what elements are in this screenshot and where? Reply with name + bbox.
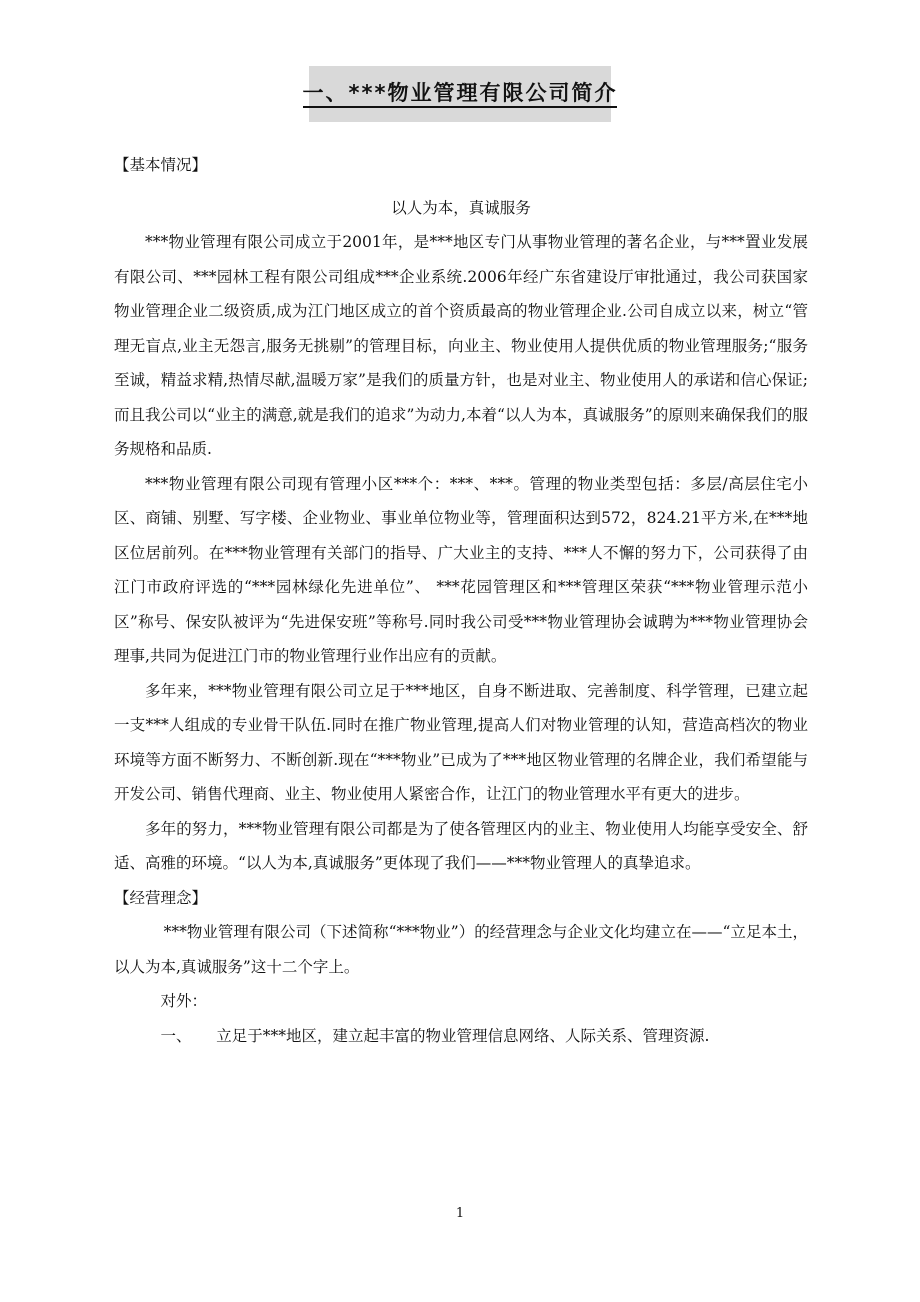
paragraph: 多年来，***物业管理有限公司立足于***地区，自身不断进取、完善制度、科学管理，已建立起一支***人组成的专业骨干队伍.同时在推广物业管理,提高人们对物业管理的认知，营造高档次的物业环境等方面不断努力、不断创新.现在“***物业”已成为了***地区物业管理的名牌企业，我们希望能与开发公司、销售代理商、业主、物业使用人紧密合作，让江门的物业管理水平有更大的进步。 <box>114 681 808 803</box>
section-heading-basic: 【基本情况】 <box>114 156 208 174</box>
list-item-number: 一、 <box>160 1026 192 1045</box>
paragraph: ***物业管理有限公司成立于2001年，是***地区专门从事物业管理的著名企业，与***置业发展有限公司、***园林工程有限公司组成***企业系统.2006年经广东省建设厅审批通过，我公司获国家物业管理企业二级资质,成为江门地区成立的首个资质最高的物业管理企业.公司自成立以来，树立“管理无盲点,业主无怨言,服务无挑剔”的管理目标，向业主、物业使用人提供优质的物业管理服务;“服务至诚，精益求精,热情尽献,温暖万家”是我们的质量方针，也是对业主、物业使用人的承诺和信心保证;而且我公司以“业主的满意,就是我们的追求”为动力,本着“以人为本，真诚服务”的原则来确保我们的服务规格和品质. <box>114 233 808 458</box>
paragraph: ***物业管理有限公司现有管理小区***个：***、***。管理的物业类型包括：多层/高层住宅小区、商铺、别墅、写字楼、企业物业、事业单位物业等，管理面积达到572，824.21平方米,在***地区位居前列。在***物业管理有关部门的指导、广大业主的支持、***人不懈的努力下，公司获得了由江门市政府评选的“***园林绿化先进单位”、 ***花园管理区和***管理区荣获“***物业管理示范小区”称号、保安队被评为“先进保安班”等称号.同时我公司受***物业管理协会诚聘为***物业管理协会理事,共同为促进江门市的物业管理行业作出应有的贡献。 <box>114 474 808 665</box>
paragraph: 多年的努力，***物业管理有限公司都是为了使各管理区内的业主、物业使用人均能享受安全、舒适、高雅的环境。“以人为本,真诚服务”更体现了我们——***物业管理人的真挚追求。 <box>114 819 808 872</box>
list-item-text: 立足于***地区，建立起丰富的物业管理信息网络、人际关系、管理资源. <box>216 1026 710 1045</box>
section-heading-philosophy: 【经营理念】 <box>114 888 208 907</box>
page-title: 一、***物业管理有限公司简介 <box>303 80 618 108</box>
title-banner <box>302 66 618 122</box>
philosophy-intro: ***物业管理有限公司（下述简称“***物业”）的经营理念与企业文化均建立在——“立足本土，以人为本,真诚服务”这十二个字上。 <box>114 923 808 976</box>
list-item <box>114 1019 808 1054</box>
page-number: 1 <box>455 1206 465 1221</box>
document-body <box>114 148 808 1053</box>
slogan: 以人为本，真诚服务 <box>391 198 531 217</box>
external-label: 对外： <box>160 992 208 1010</box>
